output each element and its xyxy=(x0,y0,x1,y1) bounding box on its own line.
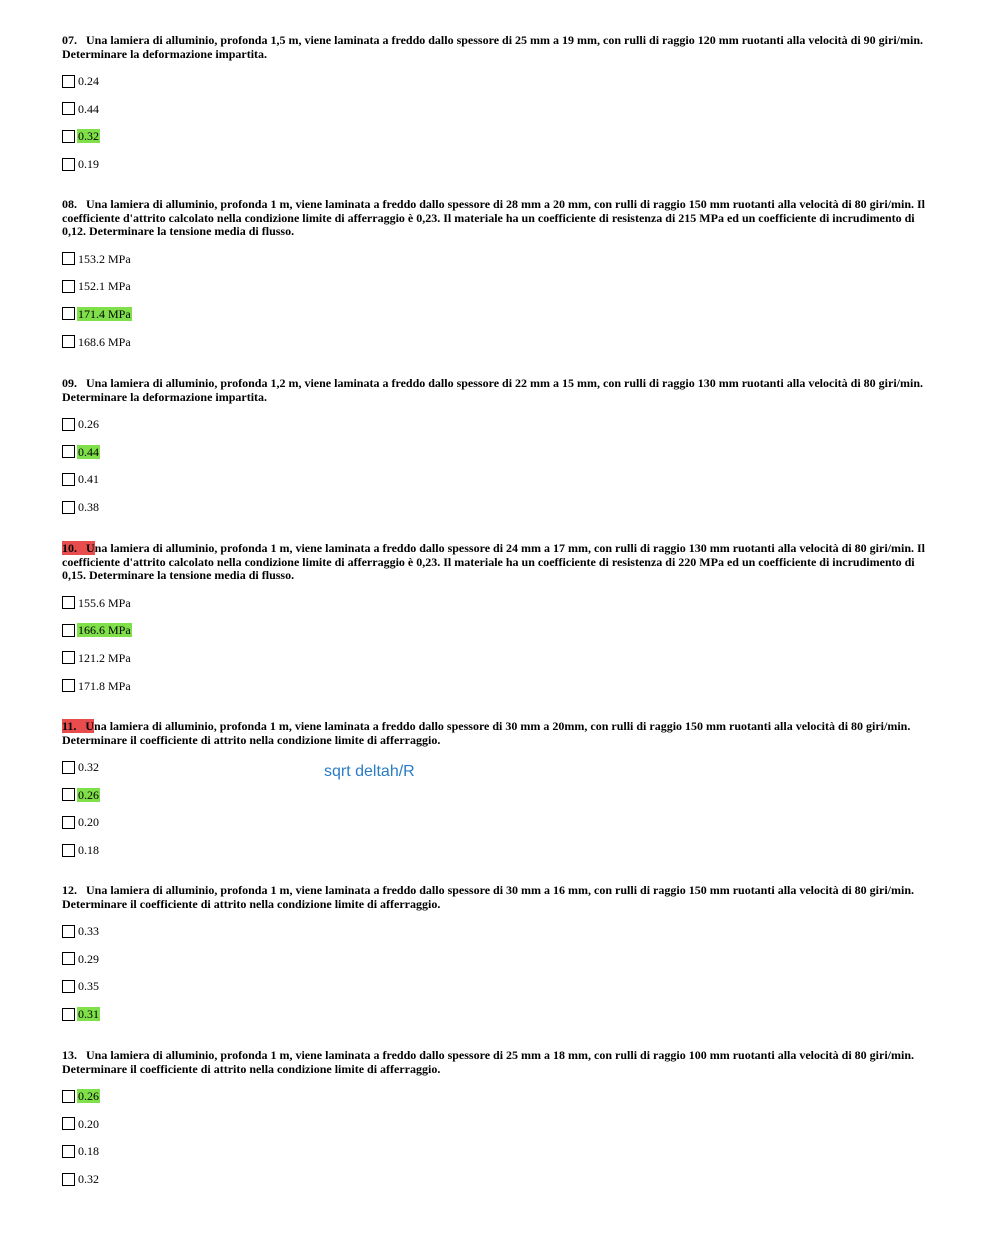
question-body: na lamiera di alluminio, profonda 1 m, viene laminata a freddo dallo spessore di 25 mm a 18 mm, con rulli di raggio 100 mm ruotanti alla velocità di 80 giri/min. Determinare il coefficiente di attrito nella condizione limite di afferraggio. xyxy=(62,1048,915,1076)
checkbox[interactable] xyxy=(62,624,75,637)
answer-options xyxy=(62,251,932,350)
checkbox[interactable] xyxy=(62,252,75,265)
answer-option-correct[interactable] xyxy=(62,1006,932,1022)
checkbox[interactable] xyxy=(62,596,75,609)
handwritten-annotation: sqrt deltah/R xyxy=(324,763,415,780)
question-first-letter: U xyxy=(86,1048,95,1062)
question-body: na lamiera di alluminio, profonda 1 m, viene laminata a freddo dallo spessore di 30 mm a 16 mm, con rulli di raggio 150 mm ruotanti alla velocità di 80 giri/min. Determinare il coefficiente di attrito nella condizione limite di afferraggio. xyxy=(62,883,915,911)
answer-label: 152.1 MPa xyxy=(78,279,131,294)
question-11 xyxy=(62,720,932,870)
checkbox[interactable] xyxy=(62,1117,75,1130)
checkbox[interactable] xyxy=(62,418,75,431)
answer-label-correct: 0.26 xyxy=(78,787,99,802)
answer-option[interactable] xyxy=(62,595,932,611)
question-number-highlighted xyxy=(62,719,85,733)
question-number-highlighted xyxy=(62,541,86,555)
question-body: na lamiera di alluminio, profonda 1 m, viene laminata a freddo dallo spessore di 30 mm a 20mm, con rulli di raggio 150 mm ruotanti alla velocità di 80 giri/min. Determinare il coefficiente di attrito nella condizione limite di afferraggio. xyxy=(62,719,911,747)
question-first-letter: U xyxy=(86,376,95,390)
answer-option[interactable] xyxy=(62,278,932,294)
answer-label: 0.32 xyxy=(78,760,99,774)
answer-label: 0.18 xyxy=(78,1144,99,1159)
answer-label: 155.6 MPa xyxy=(78,595,131,610)
checkbox[interactable] xyxy=(62,335,75,348)
answer-options xyxy=(62,595,932,694)
answer-option[interactable] xyxy=(62,499,932,515)
question-text xyxy=(62,34,932,61)
checkbox[interactable] xyxy=(62,1145,75,1158)
question-body: na lamiera di alluminio, profonda 1,2 m, viene laminata a freddo dallo spessore di 22 mm a 15 mm, con rulli di raggio 130 mm ruotanti alla velocità di 80 giri/min. Determinare la deformazione impartita. xyxy=(62,376,924,404)
answer-label: 0.18 xyxy=(78,843,99,858)
question-07 xyxy=(62,34,932,184)
question-body: na lamiera di alluminio, profonda 1 m, viene laminata a freddo dallo spessore di 28 mm a 20 mm, con rulli di raggio 150 mm ruotanti alla velocità di 80 giri/min. Il coefficiente d'attrito calcolato nella condizione limite di afferraggio è 0,23. Il materiale ha un coefficiente di resistenza di 215 MPa ed un coefficiente di incrudimento di 0,12. Determinare la tensione media di flusso. xyxy=(62,197,926,238)
answer-label-correct: 166.6 MPa xyxy=(78,623,131,638)
question-body: na lamiera di alluminio, profonda 1 m, viene laminata a freddo dallo spessore di 24 mm a 17 mm, con rulli di raggio 130 mm ruotanti alla velocità di 80 giri/min. Il coefficiente d'attrito calcolato nella condizione limite di afferraggio è 0,23. Il materiale ha un coefficiente di resistenza di 220 MPa ed un coefficiente di incrudimento di 0,15. Determinare la tensione media di flusso. xyxy=(62,541,926,582)
checkbox[interactable] xyxy=(62,980,75,993)
checkbox[interactable] xyxy=(62,925,75,938)
answer-label-correct: 0.31 xyxy=(78,1007,99,1022)
answer-option[interactable] xyxy=(62,156,932,172)
answer-option-correct[interactable] xyxy=(62,128,932,144)
answer-option[interactable] xyxy=(62,101,932,117)
answer-label: 0.26 xyxy=(78,417,99,431)
checkbox[interactable] xyxy=(62,501,75,514)
question-number: 12. xyxy=(62,883,77,897)
answer-label: 0.32 xyxy=(78,1172,99,1187)
question-number: 07. xyxy=(62,33,77,47)
checkbox[interactable] xyxy=(62,473,75,486)
checkbox[interactable] xyxy=(62,445,75,458)
question-10 xyxy=(62,542,932,705)
answer-label: 0.20 xyxy=(78,815,99,830)
answer-options xyxy=(62,1088,932,1187)
answer-option-correct[interactable] xyxy=(62,787,932,803)
checkbox[interactable] xyxy=(62,1173,75,1186)
question-number: 10. xyxy=(62,541,77,555)
answer-option[interactable] xyxy=(62,951,932,967)
question-number: 09. xyxy=(62,376,77,390)
answer-label-correct: 0.26 xyxy=(78,1089,99,1103)
checkbox[interactable] xyxy=(62,1090,75,1103)
answer-option[interactable] xyxy=(62,759,932,775)
checkbox[interactable] xyxy=(62,816,75,829)
checkbox[interactable] xyxy=(62,280,75,293)
question-number: 11. xyxy=(62,719,77,733)
answer-option[interactable] xyxy=(62,251,932,267)
checkbox[interactable] xyxy=(62,952,75,965)
answer-label: 0.19 xyxy=(78,157,99,172)
answer-option[interactable] xyxy=(62,978,932,994)
question-12 xyxy=(62,884,932,1034)
checkbox[interactable] xyxy=(62,102,75,115)
question-text xyxy=(62,542,932,583)
answer-option[interactable] xyxy=(62,334,932,350)
checkbox[interactable] xyxy=(62,761,75,774)
answer-label: 153.2 MPa xyxy=(78,251,131,266)
checkbox[interactable] xyxy=(62,130,75,143)
answer-label: 0.41 xyxy=(78,472,99,487)
question-text xyxy=(62,198,932,239)
answer-option[interactable] xyxy=(62,1171,932,1187)
checkbox[interactable] xyxy=(62,1008,75,1021)
checkbox[interactable] xyxy=(62,307,75,320)
answer-option-correct[interactable] xyxy=(62,306,932,322)
answer-options xyxy=(62,759,932,858)
answer-label: 171.8 MPa xyxy=(78,678,131,693)
question-first-letter: U xyxy=(85,719,95,733)
answer-option[interactable] xyxy=(62,814,932,830)
answer-label: 0.29 xyxy=(78,951,99,966)
question-09 xyxy=(62,377,932,527)
answer-option-correct[interactable] xyxy=(62,444,932,460)
checkbox[interactable] xyxy=(62,844,75,857)
question-first-letter: U xyxy=(86,197,95,211)
answer-option[interactable] xyxy=(62,1116,932,1132)
answer-label: 121.2 MPa xyxy=(78,650,131,665)
answer-option[interactable] xyxy=(62,650,932,666)
question-text xyxy=(62,884,932,911)
answer-label: 0.24 xyxy=(78,74,99,88)
question-body: na lamiera di alluminio, profonda 1,5 m, viene laminata a freddo dallo spessore di 25 mm a 19 mm, con rulli di raggio 120 mm ruotanti alla velocità di 90 giri/min. Determinare la deformazione impartita. xyxy=(62,33,924,61)
question-13 xyxy=(62,1049,932,1199)
answer-options xyxy=(62,73,932,172)
question-08 xyxy=(62,198,932,361)
answer-option[interactable] xyxy=(62,416,932,432)
answer-option[interactable] xyxy=(62,923,932,939)
checkbox[interactable] xyxy=(62,651,75,664)
answer-option[interactable] xyxy=(62,471,932,487)
question-text xyxy=(62,720,932,747)
question-first-letter: U xyxy=(86,883,95,897)
answer-label: 0.33 xyxy=(78,924,99,938)
answer-options xyxy=(62,416,932,515)
answer-label-correct: 0.44 xyxy=(78,444,99,459)
question-text xyxy=(62,377,932,404)
answer-option-correct[interactable] xyxy=(62,1088,932,1104)
answer-label-correct: 0.32 xyxy=(78,129,99,144)
checkbox[interactable] xyxy=(62,679,75,692)
answer-option[interactable] xyxy=(62,678,932,694)
checkbox[interactable] xyxy=(62,788,75,801)
question-first-letter: U xyxy=(86,33,95,47)
answer-options xyxy=(62,923,932,1022)
question-first-letter: U xyxy=(86,541,95,555)
answer-option[interactable] xyxy=(62,842,932,858)
answer-option[interactable] xyxy=(62,1143,932,1159)
answer-label: 0.35 xyxy=(78,979,99,994)
question-text xyxy=(62,1049,932,1076)
question-number: 13. xyxy=(62,1048,77,1062)
checkbox[interactable] xyxy=(62,158,75,171)
answer-option[interactable] xyxy=(62,73,932,89)
answer-label: 0.20 xyxy=(78,1116,99,1131)
answer-label-correct: 171.4 MPa xyxy=(78,306,131,321)
question-number: 08. xyxy=(62,197,77,211)
checkbox[interactable] xyxy=(62,75,75,88)
answer-label: 0.44 xyxy=(78,101,99,116)
answer-label: 0.38 xyxy=(78,500,99,515)
answer-option-correct[interactable] xyxy=(62,622,932,638)
answer-label: 168.6 MPa xyxy=(78,334,131,349)
